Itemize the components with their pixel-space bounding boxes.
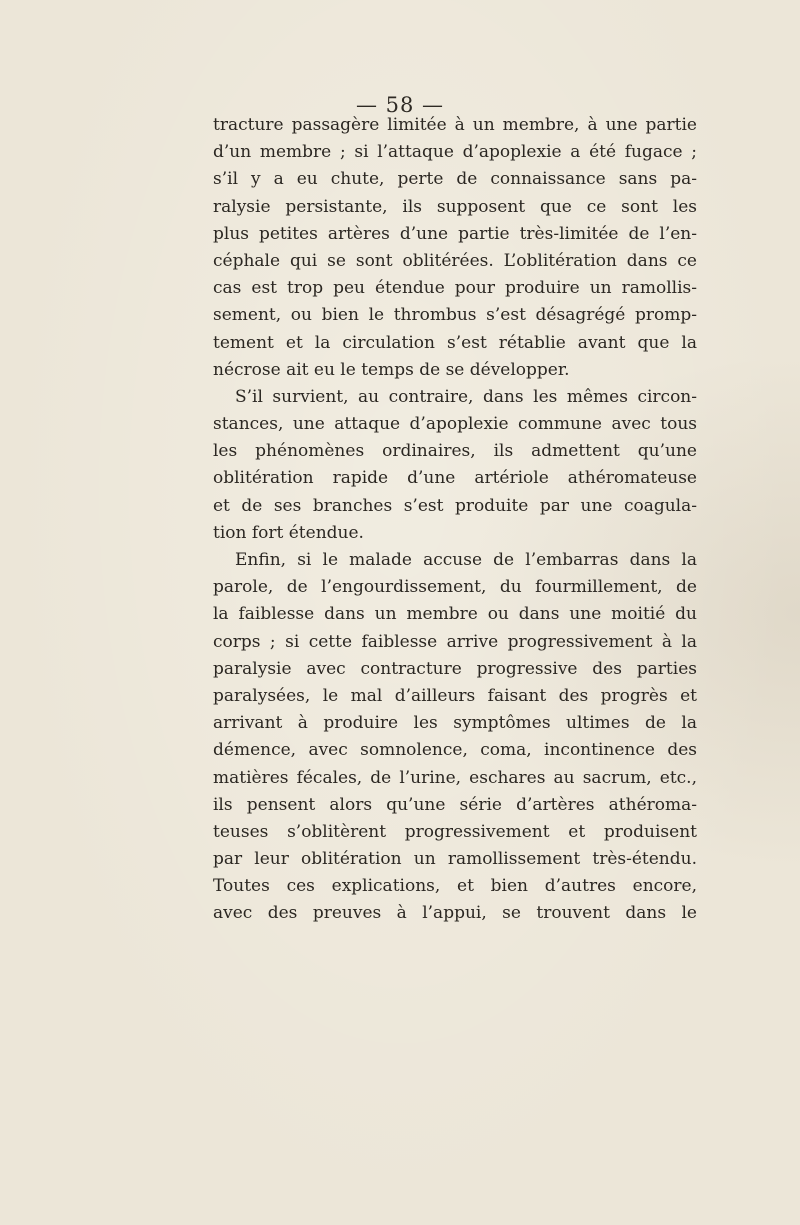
page-number: — 58 — [355, 93, 445, 117]
text-line: parole, de l’engourdissement, du fourmillement, de [213, 577, 697, 598]
text-line: ralysie persistante, ils supposent que ce sont les [213, 196, 697, 217]
paragraph-end-line: tion fort étendue. [213, 522, 364, 543]
paragraph-start-line: S’il survient, au contraire, dans les mêmes circon- [235, 386, 697, 407]
text-line: par leur oblitération un ramollissement très-étendu. [213, 849, 697, 870]
text-line: paralysées, le mal d’ailleurs faisant des progrès et [213, 685, 697, 706]
text-line: stances, une attaque d’apoplexie commune avec tous [213, 414, 697, 435]
text-line: cas est trop peu étendue pour produire un ramollis- [213, 278, 697, 299]
text-line: les phénomènes ordinaires, ils admettent qu’une [213, 441, 697, 462]
text-line: plus petites artères d’une partie très-limitée de l’en- [213, 223, 697, 244]
text-line: avec des preuves à l’appui, se trouvent dans le [213, 903, 697, 924]
text-line: tement et la circulation s’est rétablie avant que la [213, 332, 697, 353]
text-line: arrivant à produire les symptômes ultimes de la [213, 713, 697, 734]
text-line: et de ses branches s’est produite par une coagula- [213, 495, 697, 516]
text-line: céphale qui se sont oblitérées. L’oblitération dans ce [213, 250, 697, 271]
paragraph-start-line: Enfin, si le malade accuse de l’embarras dans la [235, 550, 697, 570]
text-line: s’il y a eu chute, perte de connaissance sans pa- [213, 169, 697, 190]
text-line: démence, avec somnolence, coma, incontinence des [213, 740, 697, 761]
text-line: matières fécales, de l’urine, eschares au sacrum, etc., [213, 767, 697, 788]
text-line: teuses s’oblitèrent progressivement et produisent [213, 821, 697, 842]
text-line: corps ; si cette faiblesse arrive progressivement à la [213, 631, 697, 652]
text-line: oblitération rapide d’une artériole athéromateuse [213, 468, 697, 489]
text-line: ils pensent alors qu’une série d’artères athéroma- [213, 794, 697, 815]
text-line: sement, ou bien le thrombus s’est désagrégé promp- [213, 305, 697, 326]
text-line: la faiblesse dans un membre ou dans une moitié du [213, 604, 697, 625]
text-line: tracture passagère limitée à un membre, à une partie [213, 115, 697, 135]
text-line: paralysie avec contracture progressive des parties [213, 658, 697, 679]
paragraph-end-line: nécrose ait eu le temps de se développer. [213, 359, 570, 380]
body-text [213, 112, 697, 928]
text-line: Toutes ces explications, et bien d’autres encore, [213, 876, 697, 897]
text-line: d’un membre ; si l’attaque d’apoplexie a été fugace ; [213, 142, 697, 163]
